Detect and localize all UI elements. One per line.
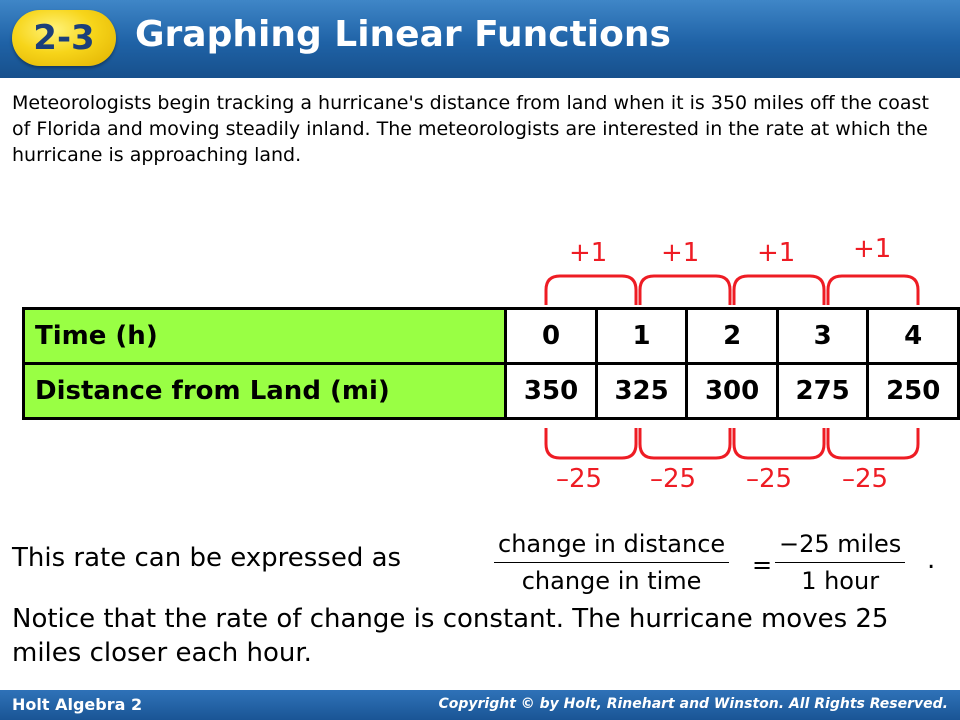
table-row [24, 309, 959, 364]
intro-paragraph: Meteorologists begin tracking a hurricane's distance from land when it is 350 miles off the coast of Florida and moving steadily inland. The meteorologists are interested in the rate at which the hurricane is approaching land. [12, 92, 929, 166]
sentence-period: . [927, 545, 936, 575]
distance-bracket-1 [546, 428, 636, 458]
distance-change-1: –25 [556, 464, 603, 494]
lesson-badge: 2-3 [12, 10, 116, 66]
footer-copyright: Copyright © by Holt, Rinehart and Winston. All Rights Reserved. [438, 696, 948, 712]
time-cell: 0 [506, 309, 597, 364]
distance-bracket-2 [640, 428, 730, 458]
slide-footer [0, 690, 960, 720]
notice-paragraph: Notice that the rate of change is constant. The hurricane moves 25 miles closer each hour. [12, 604, 889, 668]
fraction-numerator: change in distance [498, 530, 726, 558]
distance-bracket-3 [734, 428, 824, 458]
time-cell: 1 [596, 309, 687, 364]
rate-lead-text: This rate can be expressed as [12, 543, 402, 573]
row-label-distance: Distance from Land (mi) [24, 364, 506, 419]
time-bracket-3 [734, 276, 824, 305]
table-row [24, 364, 959, 419]
time-cell: 4 [868, 309, 959, 364]
fraction-denominator: 1 hour [801, 567, 880, 595]
distance-cell: 350 [506, 364, 597, 419]
time-change-4: +1 [853, 234, 892, 264]
rate-fraction-values [775, 530, 905, 595]
equals-sign: = [752, 551, 773, 579]
time-cell: 2 [687, 309, 778, 364]
distance-cell: 325 [596, 364, 687, 419]
time-distance-table [22, 307, 960, 420]
slide-title: Graphing Linear Functions [135, 14, 671, 55]
time-bracket-2 [640, 276, 730, 305]
time-change-3: +1 [757, 238, 796, 268]
time-cell: 3 [777, 309, 868, 364]
distance-cell: 300 [687, 364, 778, 419]
footer-course-name: Holt Algebra 2 [12, 695, 143, 714]
rate-fraction-words [494, 530, 729, 595]
distance-cell: 275 [777, 364, 868, 419]
time-change-1: +1 [569, 238, 608, 268]
fraction-numerator: −25 miles [779, 530, 902, 558]
distance-change-4: –25 [842, 464, 889, 494]
fraction-denominator: change in time [521, 567, 702, 595]
distance-change-2: –25 [650, 464, 697, 494]
row-label-time: Time (h) [24, 309, 506, 364]
distance-change-3: –25 [746, 464, 793, 494]
distance-cell: 250 [868, 364, 959, 419]
time-change-2: +1 [661, 238, 700, 268]
time-bracket-1 [546, 276, 636, 305]
distance-bracket-4 [828, 428, 918, 458]
time-bracket-4 [828, 276, 918, 305]
